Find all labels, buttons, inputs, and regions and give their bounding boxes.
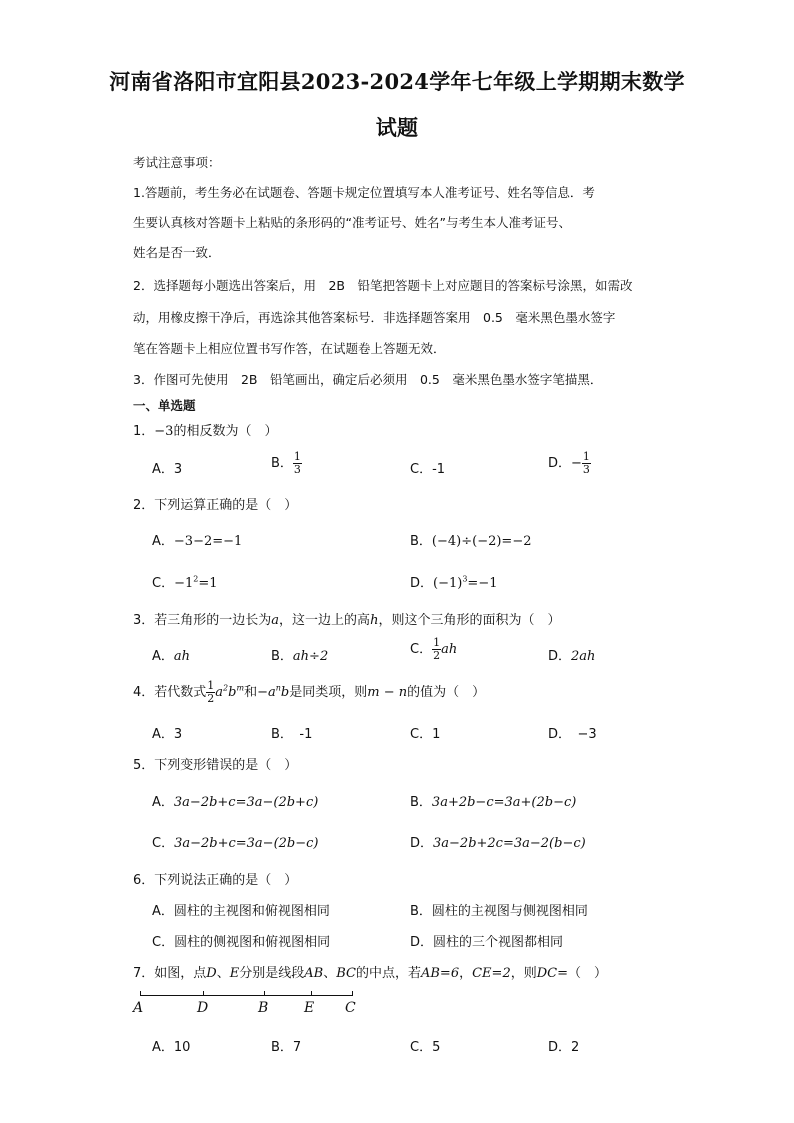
q2-option-c: C．$-1^2=1$ xyxy=(152,574,218,591)
q3-option-c: C． $\frac{1}{2}$ ah xyxy=(410,636,458,662)
q6-option-d: D．圆柱的三个视图都相同 xyxy=(410,935,564,950)
q2-option-a: A．−3−2=−1 xyxy=(152,534,243,549)
point-tick xyxy=(311,991,312,996)
q7-option-a: A．10 xyxy=(152,1040,191,1055)
question-4: 4．若代数式 $\frac{1}{2}$ $a^2b^m$和$-a^nb$是同类项，则m − n的值为（ ） xyxy=(133,679,486,705)
line-segment xyxy=(140,995,353,996)
q4-option-a: A．3 xyxy=(152,727,183,742)
q4-option-d: D． −3 xyxy=(548,727,597,742)
question-5: 5．下列变形错误的是（ ） xyxy=(133,758,298,773)
q5-option-c: C．3a−2b+c=3a−(2b−c) xyxy=(152,836,319,851)
question-7: 7．如图，点D、E分别是线段AB、BC的中点，若AB=6，CE=2，则DC=（ ） xyxy=(133,966,608,981)
q1-option-c: C．-1 xyxy=(410,462,446,477)
q7-option-d: D．2 xyxy=(548,1040,580,1055)
q7-option-b: B．7 xyxy=(271,1040,302,1055)
q6-option-b: B．圆柱的主视图与侧视图相同 xyxy=(410,904,588,919)
q3-option-b: B．ah÷2 xyxy=(271,649,329,664)
point-tick xyxy=(140,991,141,996)
question-1: 1．−3的相反数为（ ） xyxy=(133,424,278,439)
q1-option-a: A．3 xyxy=(152,462,183,477)
q5-option-d: D．3a−2b+2c=3a−2(b−c) xyxy=(410,836,586,851)
q2-option-b: B．(−4)÷(−2)=−2 xyxy=(410,534,532,549)
section-heading: 一、单选题 xyxy=(133,398,196,413)
notes-heading: 考试注意事项： xyxy=(133,155,221,170)
q6-option-a: A．圆柱的主视图和俯视图相同 xyxy=(152,904,330,919)
q1-option-b: B． $\frac{1}{3}$ xyxy=(271,450,301,476)
point-label-b: B xyxy=(258,1000,269,1016)
q4-option-b: B． -1 xyxy=(271,727,313,742)
point-tick xyxy=(264,991,265,996)
point-label-c: C xyxy=(345,1000,356,1016)
notes-line: 生要认真核对答题卡上粘贴的条形码的“准考证号、姓名”与考生本人准考证号、 xyxy=(133,215,571,230)
q3-option-d: D．2ah xyxy=(548,649,596,664)
point-tick xyxy=(203,991,204,996)
notes-line: 1.答题前，考生务必在试题卷、答题卡规定位置填写本人准考证号、姓名等信息．考 xyxy=(133,185,595,200)
notes-line: 笔在答题卡上相应位置书写作答，在试题卷上答题无效． xyxy=(133,341,446,356)
q3-option-a: A．ah xyxy=(152,649,191,664)
question-2: 2．下列运算正确的是（ ） xyxy=(133,498,298,513)
page-title-continued: 试题 xyxy=(375,115,419,140)
q7-option-c: C．5 xyxy=(410,1040,441,1055)
point-label-d: D xyxy=(197,1000,209,1016)
q4-option-c: C．1 xyxy=(410,727,441,742)
page-title: 河南省洛阳市宜阳县2023-2024学年七年级上学期期末数学 xyxy=(109,69,685,94)
point-label-e: E xyxy=(304,1000,315,1016)
question-6: 6．下列说法正确的是（ ） xyxy=(133,873,298,888)
point-tick xyxy=(352,991,353,996)
q6-option-c: C．圆柱的侧视图和俯视图相同 xyxy=(152,935,331,950)
notes-line: 动，用橡皮擦干净后，再选涂其他答案标号．非选择题答案用 0.5 毫米黑色墨水签字 xyxy=(133,310,616,325)
question-3: 3．若三角形的一边长为a，这一边上的高h，则这个三角形的面积为（ ） xyxy=(133,613,561,628)
notes-line: 姓名是否一致． xyxy=(133,245,221,260)
point-label-a: A xyxy=(133,1000,144,1016)
q5-option-a: A．3a−2b+c=3a−(2b+c) xyxy=(152,795,319,810)
notes-line: 2．选择题每小题选出答案后，用 2B 铅笔把答题卡上对应题目的答案标号涂黑，如需改 xyxy=(133,278,633,293)
q1-option-d: D．− $\frac{1}{3}$ xyxy=(548,450,590,476)
q2-option-d: D．$(-1)^3=-1$ xyxy=(410,574,498,591)
notes-line: 3．作图可先使用 2B 铅笔画出，确定后必须用 0.5 毫米黑色墨水签字笔描黑． xyxy=(133,372,603,387)
q5-option-b: B．3a+2b−c=3a+(2b−c) xyxy=(410,795,577,810)
